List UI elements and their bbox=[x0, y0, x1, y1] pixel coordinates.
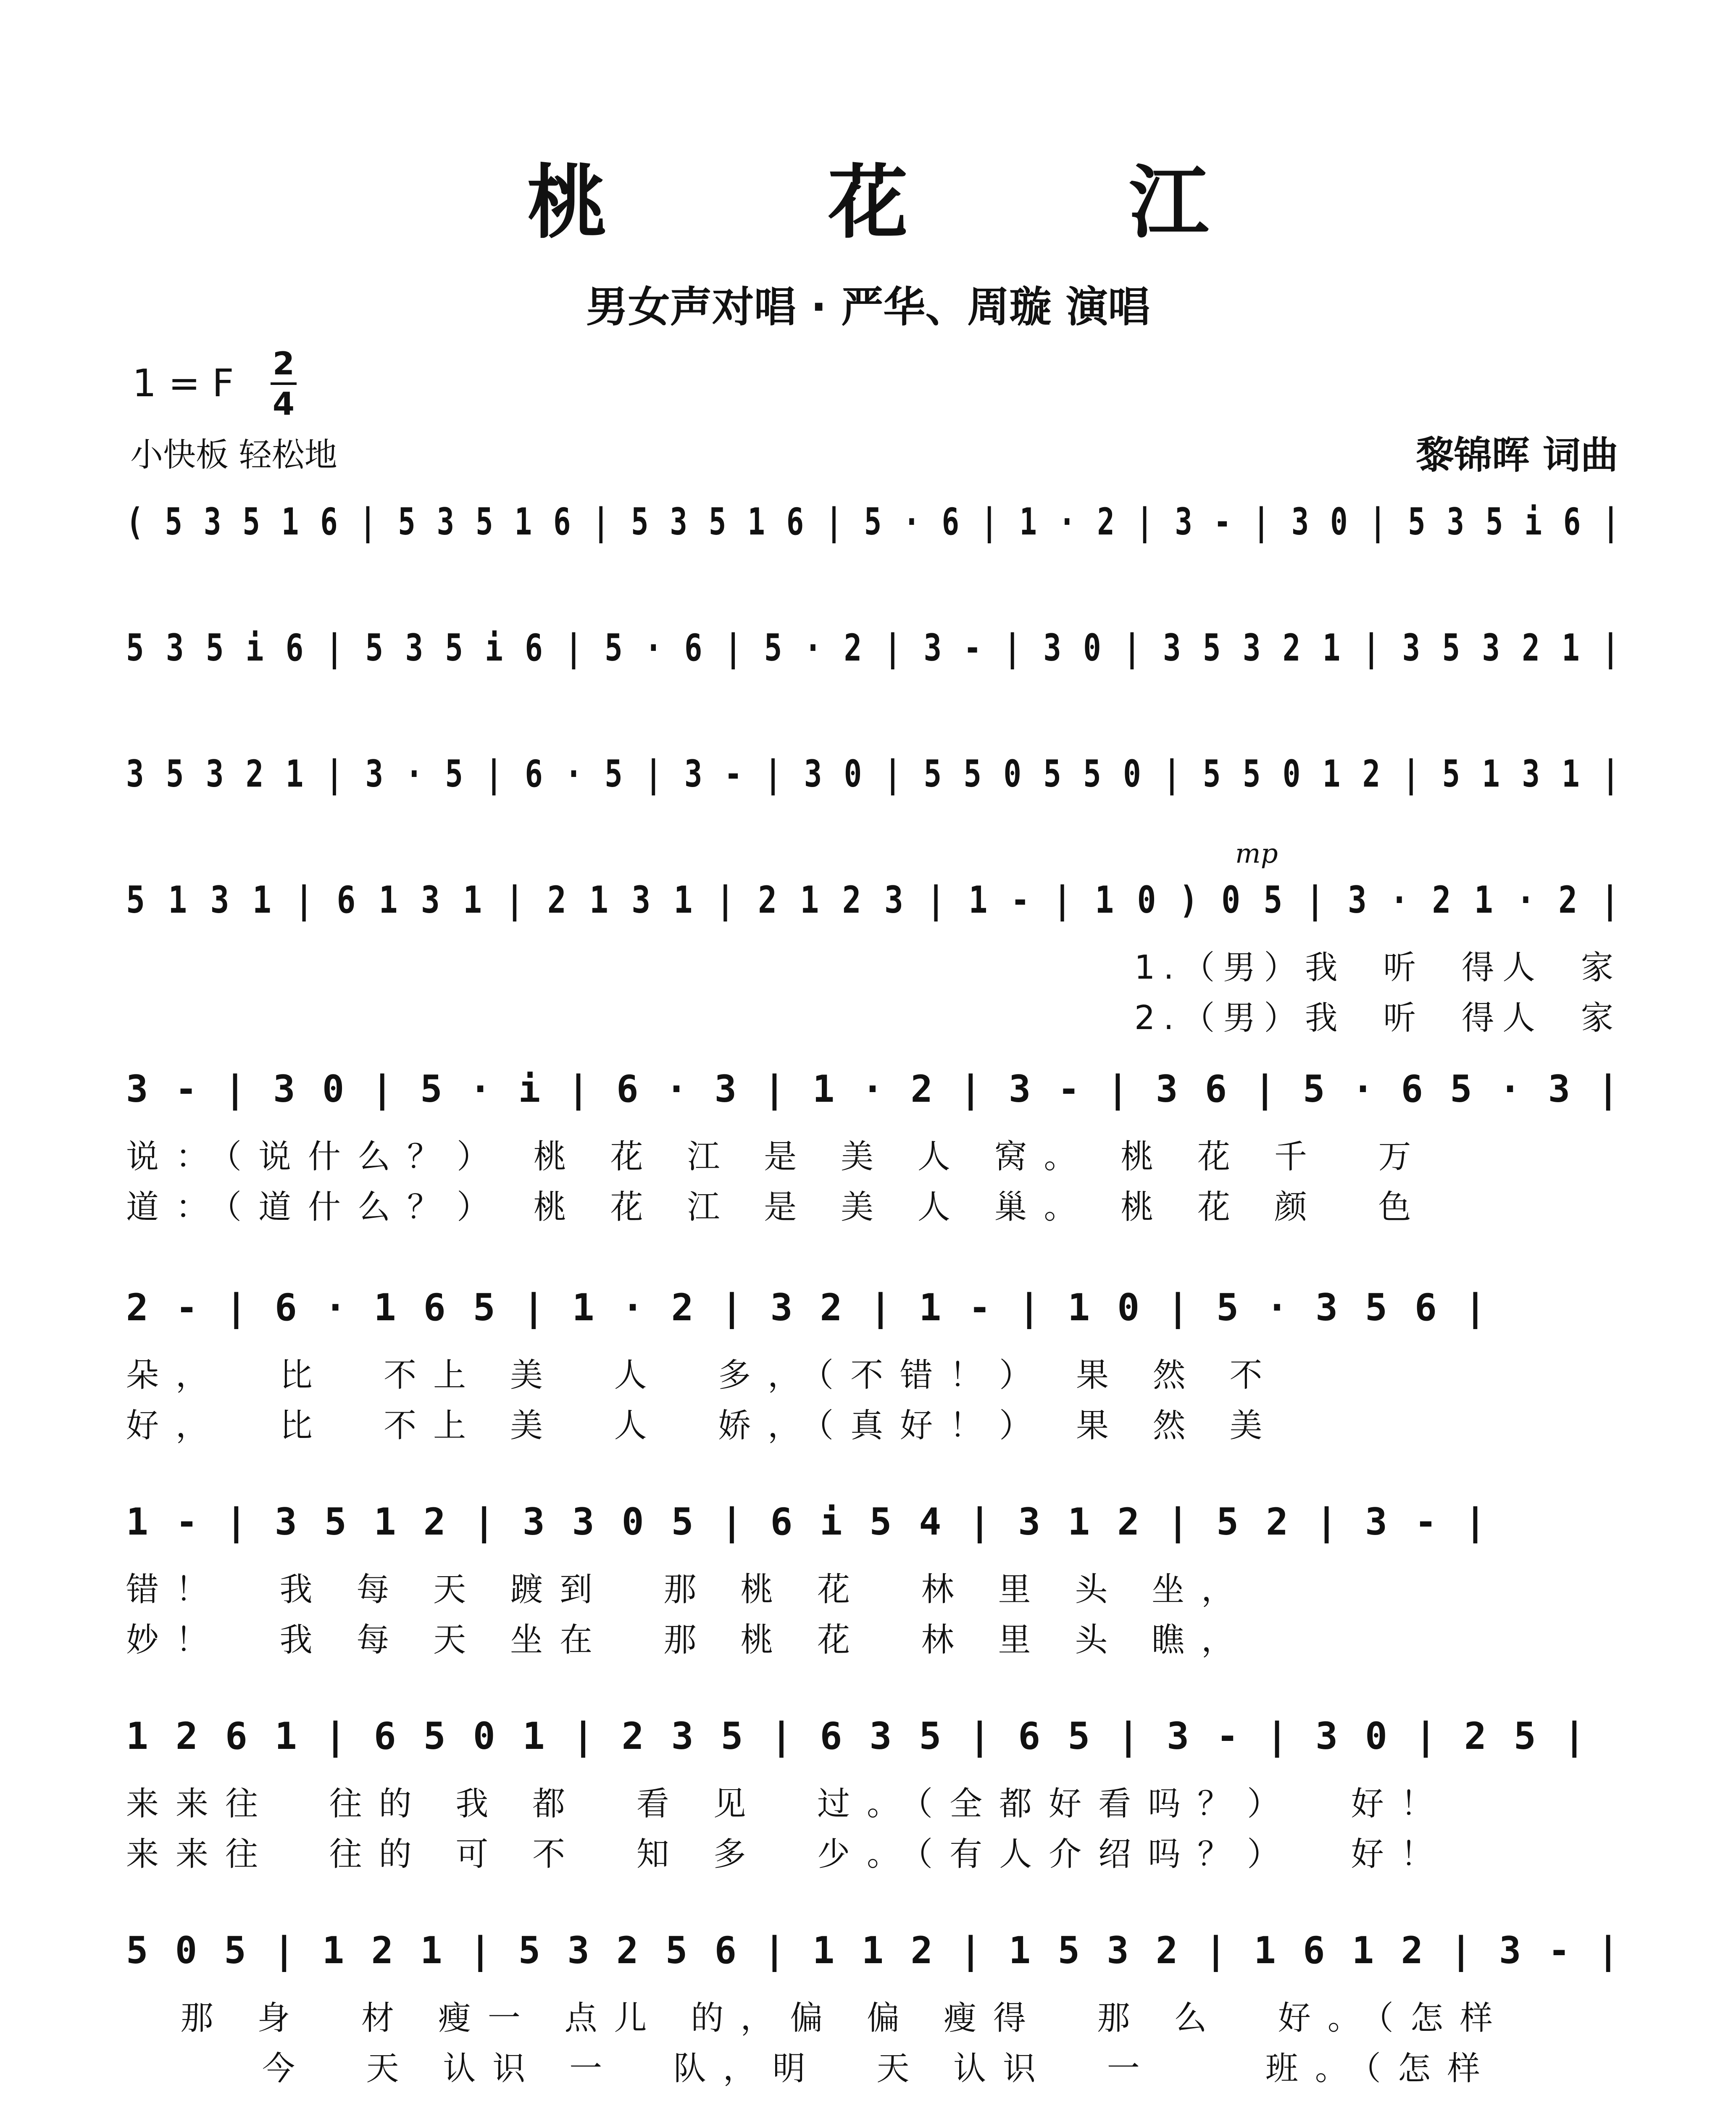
lyric-line: 道：（道什么？） 桃 花 江 是 美 人 巢。 桃 花 颜 色 bbox=[126, 1188, 1428, 1226]
note-line: 3 5 3 2 1 | 3 · 5 | 6 · 5 | 3 - | 3 0 | 5 5 0 5 5 0 | 5 5 0 1 2 | 5 1 3 1 | bbox=[126, 752, 1622, 795]
score-row bbox=[126, 500, 1622, 567]
score-row bbox=[126, 1714, 1622, 1873]
lyric-line: 1.（男）我 听 得人 家 bbox=[1134, 949, 1622, 987]
meter-bottom: 4 bbox=[272, 385, 295, 422]
score-row bbox=[126, 1500, 1622, 1659]
lyric-line: 说：（说什么？） 桃 花 江 是 美 人 窝。 桃 花 千 万 bbox=[126, 1138, 1428, 1176]
score-row bbox=[126, 752, 1622, 819]
time-signature bbox=[269, 345, 298, 423]
lyric-line: 错！ 我 每 天 踱到 那 桃 花 林 里 头 坐， bbox=[126, 1571, 1251, 1609]
note-line: 5 0 5 | 1 2 1 | 5 3 2 5 6 | 1 1 2 | 1 5 3 2 | 1 6 1 2 | 3 - | bbox=[126, 1929, 1622, 1972]
meter-divider bbox=[271, 382, 297, 385]
lyric-line: 来来往 往的 可 不 知 多 少。（有人介绍吗？） 好！ bbox=[126, 1835, 1450, 1873]
subtitle: 男女声对唱 · 严华、周璇 演唱 bbox=[586, 282, 1150, 332]
lyric-line: 2.（男）我 听 得人 家 bbox=[1134, 999, 1622, 1037]
lyric-line: 那 身 材 瘦一 点儿 的，偏 偏 瘦得 那 么 好。（怎样 bbox=[126, 1999, 1510, 2037]
tempo-marking: 小快板 轻松地 bbox=[130, 436, 337, 474]
lyric-line: 朵， 比 不上 美 人 多，（不错！） 果 然 不 bbox=[126, 1356, 1279, 1394]
note-line: 1 2 6 1 | 6 5 0 1 | 2 3 5 | 6 3 5 | 6 5 | 3 - | 3 0 | 2 5 | bbox=[126, 1714, 1588, 1758]
score-row bbox=[126, 626, 1622, 693]
lyric-line: 好， 比 不上 美 人 娇，（真好！） 果 然 美 bbox=[126, 1407, 1279, 1445]
note-line: 5 3 5 i 6 | 5 3 5 i 6 | 5 · 6 | 5 · 2 | 3 - | 3 0 | 3 5 3 2 1 | 3 5 3 2 1 | bbox=[126, 626, 1622, 669]
lyric-line: 今 天 认识 一 队，明 天 认识 一 班。（怎样 bbox=[126, 2050, 1497, 2088]
note-line: 5 1 3 1 | 6 1 3 1 | 2 1 3 1 | 2 1 2 3 | 1 - | 1 0 ) 0 5 | 3 · 2 1 · 2 | bbox=[126, 878, 1622, 921]
note-line: ( 5 3 5 1 6 | 5 3 5 1 6 | 5 3 5 1 6 | 5 · 6 | 1 · 2 | 3 - | 3 0 | 5 3 5 i 6 | bbox=[126, 500, 1622, 543]
score-row bbox=[126, 838, 1622, 1037]
key-signature: 1 = F bbox=[132, 361, 234, 405]
score-row bbox=[126, 1286, 1622, 1445]
score-row bbox=[126, 1929, 1622, 2088]
dynamic-marking: mp bbox=[1235, 838, 1278, 869]
note-line: 3 - | 3 0 | 5 · i | 6 · 3 | 1 · 2 | 3 - | 3 6 | 5 · 6 5 · 3 | bbox=[126, 1067, 1622, 1111]
note-line: 1 - | 3 5 1 2 | 3 3 0 5 | 6 i 5 4 | 3 1 2 | 5 2 | 3 - | bbox=[126, 1500, 1489, 1543]
score-row bbox=[126, 1067, 1622, 1226]
meter-top: 2 bbox=[272, 345, 295, 382]
lyric-line: 来来往 往的 我 都 看 见 过。（全都好看吗？） 好！ bbox=[126, 1785, 1450, 1823]
note-line: 2 - | 6 · 1 6 5 | 1 · 2 | 3 2 | 1 - | 1 0 | 5 · 3 5 6 | bbox=[126, 1286, 1489, 1329]
composer-credit: 黎锦晖 词曲 bbox=[1416, 433, 1618, 477]
lyric-line: 妙！ 我 每 天 坐在 那 桃 花 林 里 头 瞧， bbox=[126, 1621, 1251, 1659]
page-title: 桃 花 江 bbox=[527, 155, 1306, 249]
